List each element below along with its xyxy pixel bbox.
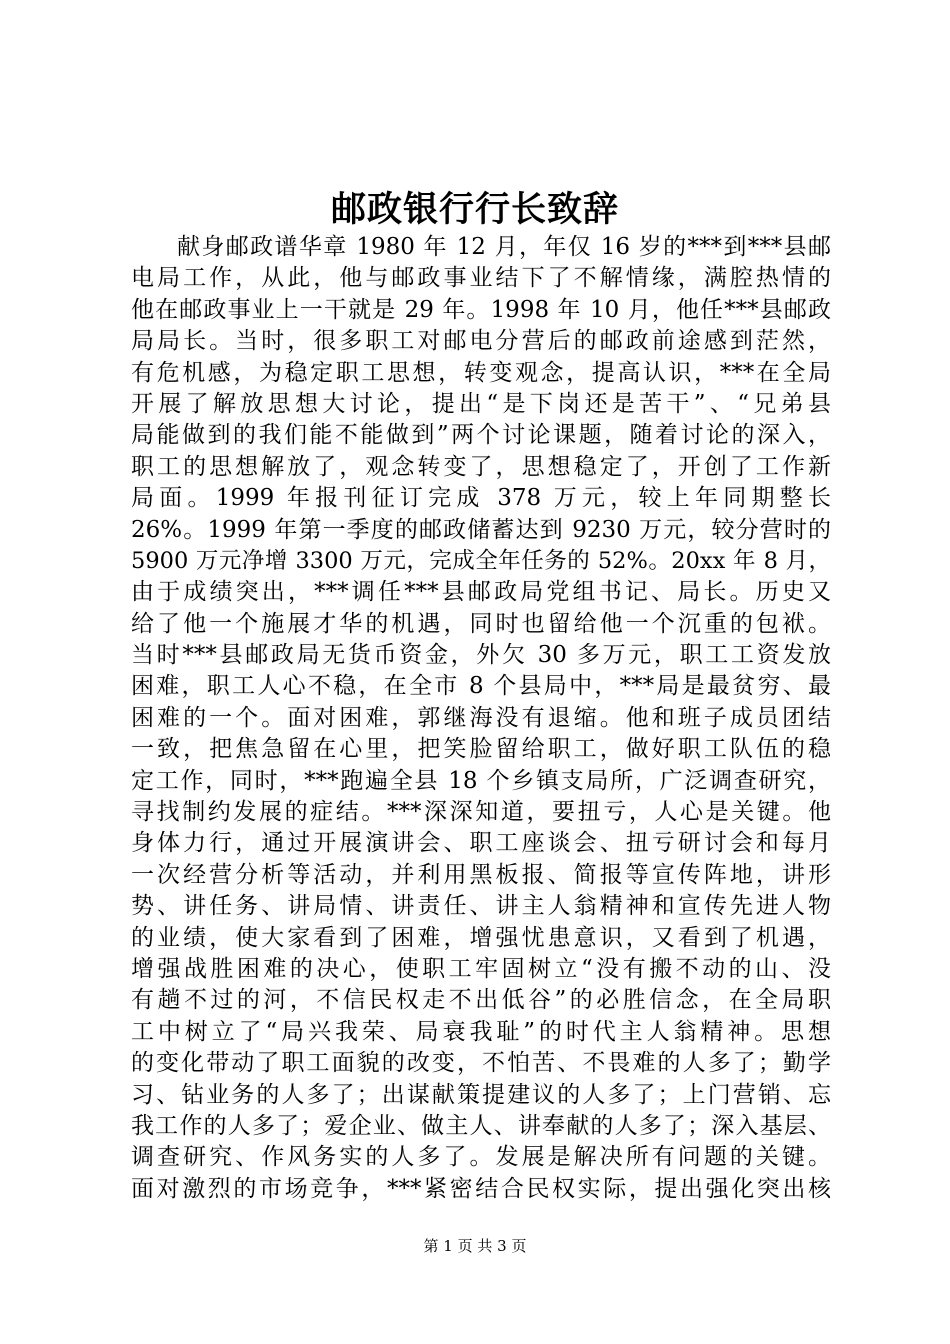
text-line: 一次经营分析等活动，并利用黑板报、简报等宣传阵地，讲形	[131, 861, 831, 888]
body-paragraph	[131, 232, 831, 1205]
text-line: 局面。1999 年报刊征订完成 378 万元，较上年同期整长	[131, 485, 831, 512]
text-line: 局能做到的我们能不能做到”两个讨论课题，随着讨论的深入，	[131, 422, 831, 449]
text-line: 的变化带动了职工面貌的改变，不怕苦、不畏难的人多了；勤学	[131, 1050, 831, 1077]
page-number-footer: 第 1 页 共 3 页	[423, 1237, 527, 1255]
text-line: 电局工作，从此，他与邮政事业结下了不解情缘，满腔热情的	[131, 265, 831, 292]
text-line: 习、钻业务的人多了；出谋献策提建议的人多了；上门营销、忘	[131, 1081, 831, 1108]
text-line: 由于成绩突出，***调任***县邮政局党组书记、局长。历史又	[131, 579, 831, 606]
text-line: 工中树立了“局兴我荣、局衰我耻”的时代主人翁精神。思想	[131, 1018, 831, 1045]
document-title: 邮政银行行长致辞	[330, 189, 619, 230]
text-line: 给了他一个施展才华的机遇，同时也留给他一个沉重的包袱。	[131, 610, 831, 637]
text-line: 献身邮政谱华章 1980 年 12 月，年仅 16 岁的***到***县邮	[177, 234, 831, 260]
text-line: 他在邮政事业上一干就是 29 年。1998 年 10 月，他任***县邮政	[131, 296, 831, 323]
text-line: 身体力行，通过开展演讲会、职工座谈会、扭亏研讨会和每月	[131, 830, 831, 857]
text-line: 我工作的人多了；爱企业、做主人、讲奉献的人多了；深入基层、	[131, 1112, 831, 1139]
text-line: 寻找制约发展的症结。***深深知道，要扭亏，人心是关键。他	[131, 799, 831, 826]
text-line: 职工的思想解放了，观念转变了，思想稳定了，开创了工作新	[131, 453, 831, 480]
text-line: 势、讲任务、讲局情、讲责任、讲主人翁精神和宣传先进人物	[131, 893, 831, 920]
text-line: 有危机感，为稳定职工思想，转变观念，提高认识，***在全局	[131, 359, 831, 386]
text-line: 困难的一个。面对困难，郭继海没有退缩。他和班子成员团结	[131, 704, 831, 731]
text-line: 有趟不过的河，不信民权走不出低谷”的必胜信念，在全局职	[131, 987, 831, 1014]
text-line: 开展了解放思想大讨论，提出“是下岗还是苦干”、“兄弟县	[131, 390, 831, 417]
text-line: 当时***县邮政局无货币资金，外欠 30 多万元，职工工资发放	[131, 642, 831, 669]
text-line: 5900 万元净增 3300 万元，完成全年任务的 52%。20xx 年 8 月，	[131, 547, 831, 574]
text-line: 的业绩，使大家看到了困难，增强忧患意识，又看到了机遇，	[131, 924, 831, 951]
text-line: 困难，职工人心不稳，在全市 8 个县局中，***局是最贫穷、最	[131, 673, 831, 700]
text-line: 面对激烈的市场竞争，***紧密结合民权实际，提出强化突出核	[131, 1175, 831, 1202]
text-line: 一致，把焦急留在心里，把笑脸留给职工，做好职工队伍的稳	[131, 736, 831, 763]
text-line: 调查研究、作风务实的人多了。发展是解决所有问题的关键。	[131, 1144, 831, 1171]
text-line: 局局长。当时，很多职工对邮电分营后的邮政前途感到茫然，	[131, 328, 831, 355]
text-line: 26%。1999 年第一季度的邮政储蓄达到 9230 万元，较分营时的	[131, 516, 831, 543]
text-line: 定工作，同时，***跑遍全县 18 个乡镇支局所，广泛调查研究，	[131, 767, 831, 794]
text-line: 增强战胜困难的决心，使职工牢固树立“没有搬不动的山、没	[131, 955, 831, 982]
